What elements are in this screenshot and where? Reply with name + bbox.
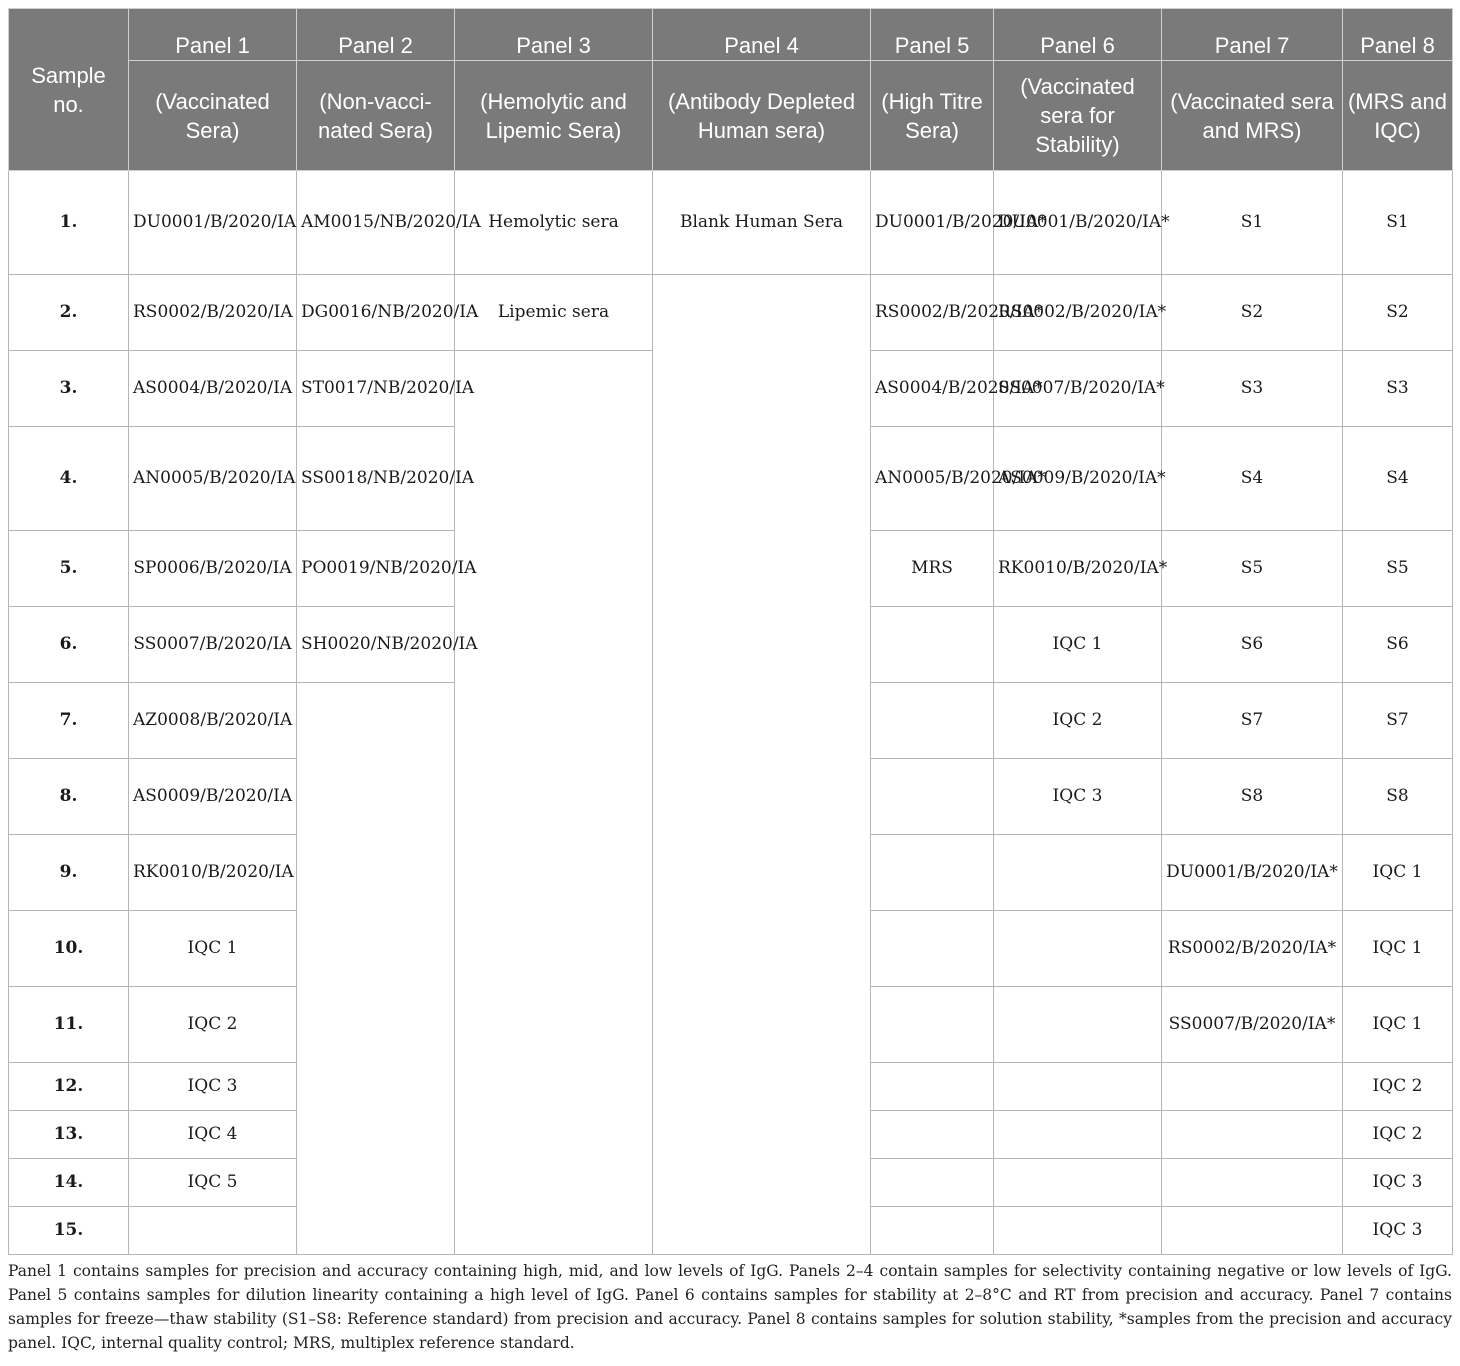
panel-5-cell: [871, 911, 994, 987]
panel-1-cell: AS0004/B/2020/IA: [129, 351, 297, 427]
header-row-panels: [9, 9, 1453, 61]
table-row: [9, 275, 1453, 351]
panel-7-cell: [1162, 1159, 1343, 1207]
panel-5-cell: RS0002/B/2020/IA*: [871, 275, 994, 351]
panel-2-cell: ST0017/NB/2020/IA: [297, 351, 455, 427]
sample-no-cell: 6.: [9, 607, 129, 683]
panel-6-cell: [994, 1159, 1162, 1207]
sample-no-cell: 13.: [9, 1111, 129, 1159]
panel-5-cell: DU0001/B/2020/IA*: [871, 171, 994, 275]
panel-7-cell: RS0002/B/2020/IA*: [1162, 911, 1343, 987]
sample-panels-table: [8, 8, 1453, 1255]
sample-no-cell: 11.: [9, 987, 129, 1063]
sample-no-cell: 5.: [9, 531, 129, 607]
panel-7-cell: S4: [1162, 427, 1343, 531]
table-footnote: Panel 1 contains samples for precision and accuracy containing high, mid, and low levels of IgG. Panels 2–4 contain samples for selectivity containing negative or low levels of IgG. Panel 5 contains samples for dilution linearity containing a high level of IgG. Panel 6 contains samples for stability at 2–8°C and RT from precision and accuracy. Panel 7 contains samples for freeze—thaw stability (S1–S8: Reference standard) from precision and accuracy. Panel 8 contains samples for solution stability, *samples from the precision and accuracy panel. IQC, internal quality control; MRS, multiplex reference standard.: [8, 1262, 1452, 1352]
panel-7-cell: DU0001/B/2020/IA*: [1162, 835, 1343, 911]
panel-6-cell: IQC 1: [994, 607, 1162, 683]
header-panel-3-desc: (Hemolytic and Lipemic Sera): [455, 61, 653, 171]
panel-2-empty-cell: [297, 683, 455, 1255]
header-sample-no: Sample no.: [9, 9, 129, 171]
header-panel-6-desc: (Vaccinated sera for Stability): [994, 61, 1162, 171]
panel-7-cell: S7: [1162, 683, 1343, 759]
header-panel-8: Panel 8: [1343, 9, 1453, 61]
panel-3-cell: Lipemic sera: [455, 275, 653, 351]
sample-no-cell: 9.: [9, 835, 129, 911]
panel-6-cell: AS0009/B/2020/IA*: [994, 427, 1162, 531]
table-header: [9, 9, 1453, 171]
panel-6-cell: [994, 1063, 1162, 1111]
panel-5-cell: [871, 759, 994, 835]
panel-5-cell: [871, 987, 994, 1063]
panel-6-cell: IQC 3: [994, 759, 1162, 835]
panel-8-cell: IQC 1: [1343, 835, 1453, 911]
panel-7-cell: S6: [1162, 607, 1343, 683]
panel-7-cell: [1162, 1111, 1343, 1159]
panel-1-cell: AN0005/B/2020/IA: [129, 427, 297, 531]
panel-8-cell: IQC 1: [1343, 987, 1453, 1063]
table-body: [9, 171, 1453, 1255]
header-panel-6: Panel 6: [994, 9, 1162, 61]
panel-5-cell: [871, 835, 994, 911]
panel-1-cell: IQC 5: [129, 1159, 297, 1207]
panel-6-cell: IQC 2: [994, 683, 1162, 759]
panel-6-cell: RK0010/B/2020/IA*: [994, 531, 1162, 607]
header-panel-8-desc: (MRS and IQC): [1343, 61, 1453, 171]
sample-no-cell: 2.: [9, 275, 129, 351]
panel-8-cell: S3: [1343, 351, 1453, 427]
sample-no-cell: 10.: [9, 911, 129, 987]
panel-8-cell: IQC 3: [1343, 1159, 1453, 1207]
panel-6-cell: RS0002/B/2020/IA*: [994, 275, 1162, 351]
sample-no-cell: 8.: [9, 759, 129, 835]
header-row-descriptions: [9, 61, 1453, 171]
sample-no-cell: 12.: [9, 1063, 129, 1111]
header-panel-2: Panel 2: [297, 9, 455, 61]
panel-1-cell: RS0002/B/2020/IA: [129, 275, 297, 351]
header-panel-5: Panel 5: [871, 9, 994, 61]
header-panel-4: Panel 4: [653, 9, 871, 61]
panel-4-cell: Blank Human Sera: [653, 171, 871, 275]
panel-3-cell: Hemolytic sera: [455, 171, 653, 275]
panel-8-cell: S7: [1343, 683, 1453, 759]
panel-8-cell: S4: [1343, 427, 1453, 531]
panel-7-cell: [1162, 1063, 1343, 1111]
panel-5-cell: [871, 1159, 994, 1207]
panel-7-cell: S8: [1162, 759, 1343, 835]
panel-6-cell: [994, 835, 1162, 911]
panel-6-cell: [994, 987, 1162, 1063]
panel-1-cell: DU0001/B/2020/IA: [129, 171, 297, 275]
header-panel-7: Panel 7: [1162, 9, 1343, 61]
panel-7-cell: S2: [1162, 275, 1343, 351]
header-panel-1-desc: (Vaccinated Sera): [129, 61, 297, 171]
panel-1-cell: IQC 1: [129, 911, 297, 987]
panel-8-cell: S5: [1343, 531, 1453, 607]
panel-6-cell: [994, 1207, 1162, 1255]
panel-6-cell: SS0007/B/2020/IA*: [994, 351, 1162, 427]
sample-no-cell: 7.: [9, 683, 129, 759]
panel-7-cell: S5: [1162, 531, 1343, 607]
panel-8-cell: IQC 2: [1343, 1063, 1453, 1111]
panel-6-cell: [994, 1111, 1162, 1159]
panel-8-cell: IQC 2: [1343, 1111, 1453, 1159]
panel-2-cell: DG0016/NB/2020/IA: [297, 275, 455, 351]
panel-3-empty-cell: [455, 351, 653, 1255]
panel-7-cell: S1: [1162, 171, 1343, 275]
panel-5-cell: MRS: [871, 531, 994, 607]
sample-no-cell: 3.: [9, 351, 129, 427]
table-row: [9, 171, 1453, 275]
header-panel-3: Panel 3: [455, 9, 653, 61]
panel-8-cell: IQC 1: [1343, 911, 1453, 987]
header-panel-5-desc: (High Titre Sera): [871, 61, 994, 171]
panel-5-cell: AS0004/B/2020/IA*: [871, 351, 994, 427]
panel-2-cell: PO0019/NB/2020/IA: [297, 531, 455, 607]
panel-1-cell: SS0007/B/2020/IA: [129, 607, 297, 683]
panel-1-cell: SP0006/B/2020/IA: [129, 531, 297, 607]
sample-no-cell: 14.: [9, 1159, 129, 1207]
panel-6-cell: [994, 911, 1162, 987]
panel-1-cell: AS0009/B/2020/IA: [129, 759, 297, 835]
panel-2-cell: AM0015/NB/2020/IA: [297, 171, 455, 275]
panel-7-cell: S3: [1162, 351, 1343, 427]
panel-5-cell: [871, 1063, 994, 1111]
panel-7-cell: SS0007/B/2020/IA*: [1162, 987, 1343, 1063]
panel-1-cell: RK0010/B/2020/IA: [129, 835, 297, 911]
panel-1-cell: IQC 3: [129, 1063, 297, 1111]
panel-8-cell: S2: [1343, 275, 1453, 351]
panel-5-cell: AN0005/B/2020/IA*: [871, 427, 994, 531]
sample-no-cell: 4.: [9, 427, 129, 531]
panel-6-cell: DU0001/B/2020/IA*: [994, 171, 1162, 275]
header-panel-7-desc: (Vaccinated sera and MRS): [1162, 61, 1343, 171]
panel-1-cell: IQC 2: [129, 987, 297, 1063]
header-panel-2-desc: (Non-vacci-nated Sera): [297, 61, 455, 171]
panel-2-cell: SS0018/NB/2020/IA: [297, 427, 455, 531]
panel-4-empty-cell: [653, 275, 871, 1255]
panel-8-cell: S8: [1343, 759, 1453, 835]
panel-8-cell: S1: [1343, 171, 1453, 275]
sample-no-cell: 1.: [9, 171, 129, 275]
panel-5-cell: [871, 1111, 994, 1159]
header-panel-4-desc: (Antibody Depleted Human sera): [653, 61, 871, 171]
panel-1-cell: [129, 1207, 297, 1255]
panel-8-cell: S6: [1343, 607, 1453, 683]
panel-2-cell: SH0020/NB/2020/IA: [297, 607, 455, 683]
panel-1-cell: AZ0008/B/2020/IA: [129, 683, 297, 759]
panel-5-cell: [871, 607, 994, 683]
panel-5-cell: [871, 1207, 994, 1255]
sample-no-cell: 15.: [9, 1207, 129, 1255]
panel-7-cell: [1162, 1207, 1343, 1255]
header-panel-1: Panel 1: [129, 9, 297, 61]
panel-5-cell: [871, 683, 994, 759]
table-container: [8, 8, 1452, 1355]
panel-8-cell: IQC 3: [1343, 1207, 1453, 1255]
panel-1-cell: IQC 4: [129, 1111, 297, 1159]
